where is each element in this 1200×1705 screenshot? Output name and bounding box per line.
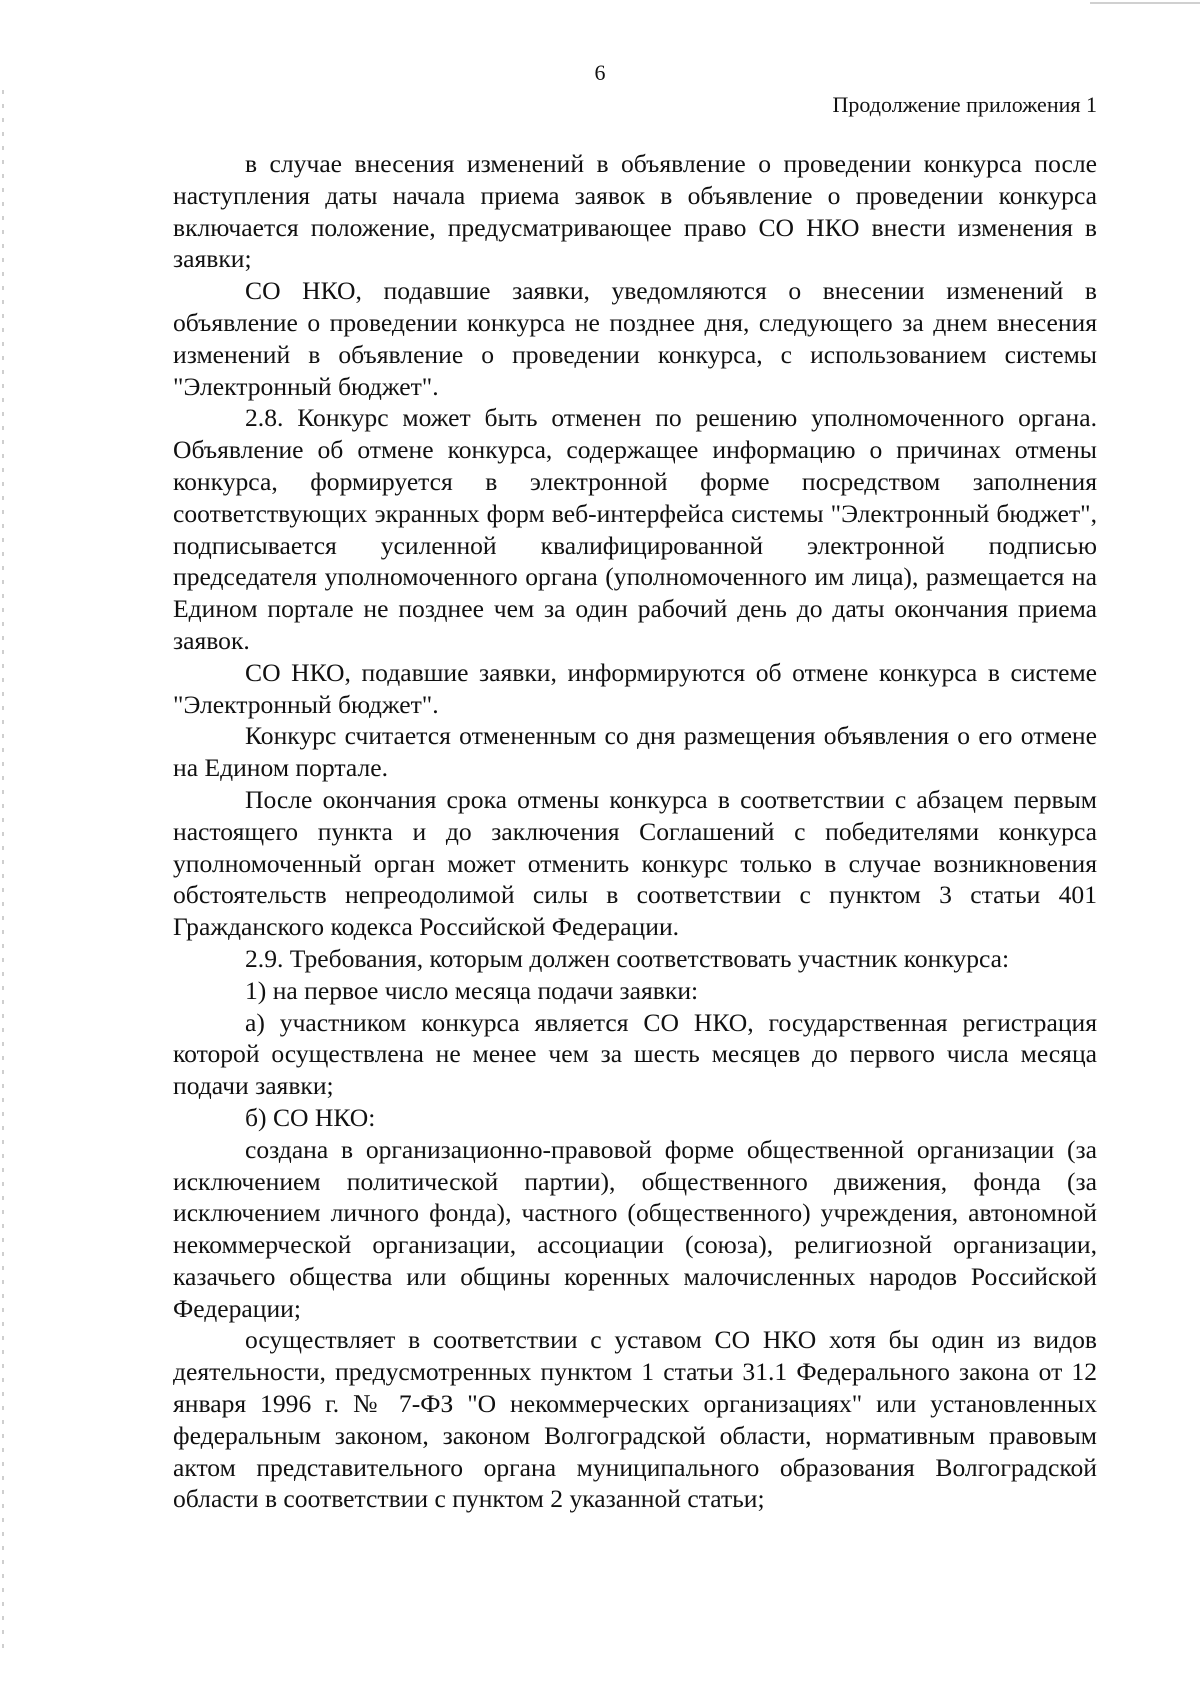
document-body <box>173 148 1097 1515</box>
paragraph: 2.8. Конкурс может быть отменен по решению уполномоченного органа. Объявление об отмене конкурса, содержащее информацию о причинах отмены конкурса, формируется в электронной форме посредством заполнения соответствующих экранных форм веб-интерфейса системы "Электронный бюджет", подписывается усиленной квалифицированной электронной подписью председателя уполномоченного органа (уполномоченного им лица), размещается на Едином портале не позднее чем за один рабочий день до даты окончания приема заявок. <box>173 403 1097 655</box>
paragraph: 2.9. Требования, которым должен соответствовать участник конкурса: <box>245 943 1010 973</box>
paragraph: СО НКО, подавшие заявки, уведомляются о внесении изменений в объявление о проведении конкурса не позднее дня, следующего за днем внесения изменений в объявление о проведении конкурса, с использованием системы "Электронный бюджет". <box>173 276 1097 401</box>
paragraph: б) СО НКО: <box>245 1102 376 1132</box>
scan-edge-mark <box>2 90 4 1650</box>
paragraph: Конкурс считается отмененным со дня размещения объявления о его отмене на Едином портале. <box>173 721 1097 783</box>
paragraph: После окончания срока отмены конкурса в соответствии с абзацем первым настоящего пункта и до заключения Соглашений с победителями конкурса уполномоченный орган может отменить конкурс только в случае возникновения обстоятельств непреодолимой силы в соответствии с пунктом 3 статьи 401 Гражданского кодекса Российской Федерации. <box>173 784 1097 942</box>
paragraph: 1) на первое число месяца подачи заявки: <box>245 975 699 1005</box>
paragraph: СО НКО, подавшие заявки, информируются об отмене конкурса в системе "Электронный бюджет". <box>173 657 1097 719</box>
paragraph: а) участником конкурса является СО НКО, государственная регистрация которой осуществлена не менее чем за шесть месяцев до первого числа месяца подачи заявки; <box>173 1007 1097 1101</box>
paragraph: осуществляет в соответствии с уставом СО НКО хотя бы один из видов деятельности, предусмотренных пунктом 1 статьи 31.1 Федерального закона от 12 января 1996 г. № 7-ФЗ "О некоммерческих организациях" или установленных федеральным законом, законом Волгоградской области, нормативным правовым актом представительного органа муниципального образования Волгоградской области в соответствии с пунктом 2 указанной статьи; <box>173 1325 1097 1514</box>
page-number: 6 <box>594 60 606 85</box>
paragraph: в случае внесения изменений в объявление о проведении конкурса после наступления даты начала приема заявок в объявление о проведении конкурса включается положение, предусматривающее право СО НКО внести изменения в заявки; <box>173 149 1097 274</box>
continuation-label: Продолжение приложения 1 <box>832 92 1097 117</box>
paragraph: создана в организационно-правовой форме общественной организации (за исключением политической партии), общественного движения, фонда (за исключением личного фонда), частного (общественного) учреждения, автономной некоммерческой организации, ассоциации (союза), религиозной организации, казачьего общества или общины коренных малочисленных народов Российской Федерации; <box>173 1134 1097 1323</box>
scan-edge-mark-top <box>1090 2 1200 4</box>
